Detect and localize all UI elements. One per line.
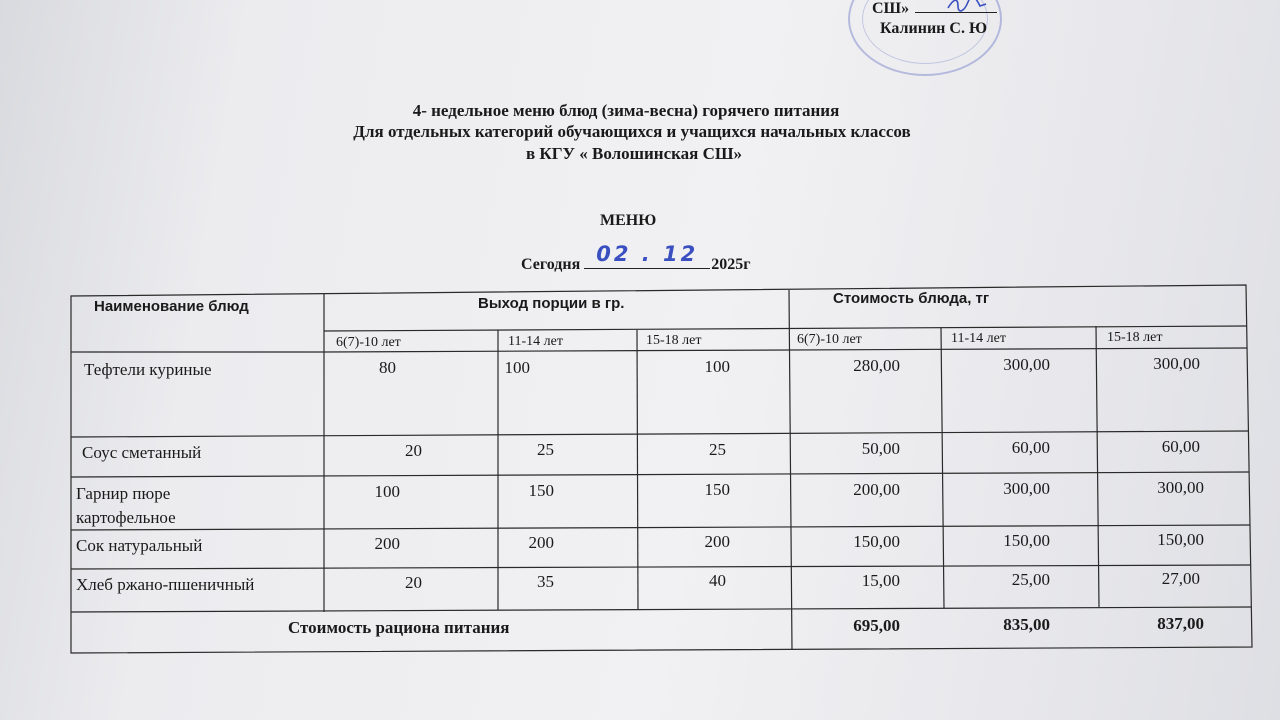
age-header-portion-15-18: 15-18 лет bbox=[646, 333, 702, 348]
header-cost: Стоимость блюда, тг bbox=[833, 290, 990, 307]
row-5-portion-15-18: 40 bbox=[709, 571, 726, 590]
row-3-cost-15-18: 300,00 bbox=[1157, 478, 1204, 497]
total-cost-15-18: 837,00 bbox=[1157, 614, 1204, 633]
row-5-portion-6-10: 20 bbox=[405, 573, 422, 592]
row-4-portion-11-14: 200 bbox=[528, 533, 554, 552]
header-dish-name: Наименование блюд bbox=[94, 298, 249, 315]
row-5-cost-6-10: 15,00 bbox=[861, 571, 900, 590]
row-4-cost-11-14: 150,00 bbox=[1003, 531, 1050, 550]
row-1-cost-6-10: 280,00 bbox=[853, 356, 900, 375]
row-5-portion-11-14: 35 bbox=[537, 572, 554, 591]
row-5-cost-11-14: 25,00 bbox=[1011, 570, 1050, 589]
age-header-cost-11-14: 11-14 лет bbox=[951, 331, 1006, 346]
row-3-cost-6-10: 200,00 bbox=[853, 480, 900, 499]
row-4-cost-6-10: 150,00 bbox=[853, 532, 900, 551]
row-4-dish: Сок натуральный bbox=[76, 536, 203, 555]
approval-org-text: СШ» bbox=[872, 0, 910, 17]
age-header-cost-15-18: 15-18 лет bbox=[1107, 330, 1163, 345]
menu-label: МЕНЮ bbox=[600, 212, 657, 229]
row-2-cost-11-14: 60,00 bbox=[1011, 438, 1050, 457]
handwritten-date: 02 . 12 bbox=[596, 242, 699, 266]
row-2-dish: Соус сметанный bbox=[82, 443, 202, 462]
row-1-cost-11-14: 300,00 bbox=[1003, 355, 1050, 374]
age-header-portion-6-10: 6(7)-10 лет bbox=[336, 335, 401, 350]
row-1-portion-11-14: 100 bbox=[504, 358, 530, 377]
row-2-portion-6-10: 20 bbox=[405, 441, 422, 460]
header-portion: Выход порции в гр. bbox=[478, 295, 625, 312]
row-5-dish: Хлеб ржано-пшеничный bbox=[76, 575, 255, 594]
date-year: 2025г bbox=[711, 256, 751, 273]
row-2-cost-15-18: 60,00 bbox=[1161, 437, 1200, 456]
row-2-portion-15-18: 25 bbox=[709, 440, 726, 459]
row-2-portion-11-14: 25 bbox=[537, 440, 554, 459]
row-3-portion-6-10: 100 bbox=[374, 482, 400, 501]
row-1-dish: Тефтели куриные bbox=[84, 360, 212, 379]
row-1-portion-15-18: 100 bbox=[704, 357, 730, 376]
title-line-3: в КГУ « Волошинская СШ» bbox=[525, 144, 743, 163]
row-3-dish-line-2: картофельное bbox=[76, 508, 176, 527]
row-4-cost-15-18: 150,00 bbox=[1157, 530, 1204, 549]
row-1-cost-15-18: 300,00 bbox=[1153, 354, 1200, 373]
row-3-portion-11-14: 150 bbox=[528, 481, 554, 500]
approver-name: Калинин С. Ю bbox=[880, 20, 987, 37]
row-5-cost-15-18: 27,00 bbox=[1161, 569, 1200, 588]
row-3-dish-line-1: Гарнир пюре bbox=[76, 484, 171, 503]
title-line-1: 4- недельное меню блюд (зима-весна) горячего питания bbox=[412, 101, 840, 120]
title-line-2: Для отдельных категорий обучающихся и учащихся начальных классов bbox=[353, 122, 911, 141]
row-4-portion-6-10: 200 bbox=[374, 534, 400, 553]
total-cost-11-14: 835,00 bbox=[1003, 615, 1050, 634]
age-header-portion-11-14: 11-14 лет bbox=[508, 334, 563, 349]
row-3-cost-11-14: 300,00 bbox=[1003, 479, 1050, 498]
row-1-portion-6-10: 80 bbox=[379, 358, 396, 377]
date-prefix: Сегодня bbox=[521, 256, 581, 273]
total-label: Стоимость рациона питания bbox=[288, 618, 510, 637]
age-header-cost-6-10: 6(7)-10 лет bbox=[797, 332, 862, 347]
row-2-cost-6-10: 50,00 bbox=[861, 439, 900, 458]
row-4-portion-15-18: 200 bbox=[704, 532, 730, 551]
total-cost-6-10: 695,00 bbox=[853, 616, 900, 635]
row-3-portion-15-18: 150 bbox=[704, 480, 730, 499]
